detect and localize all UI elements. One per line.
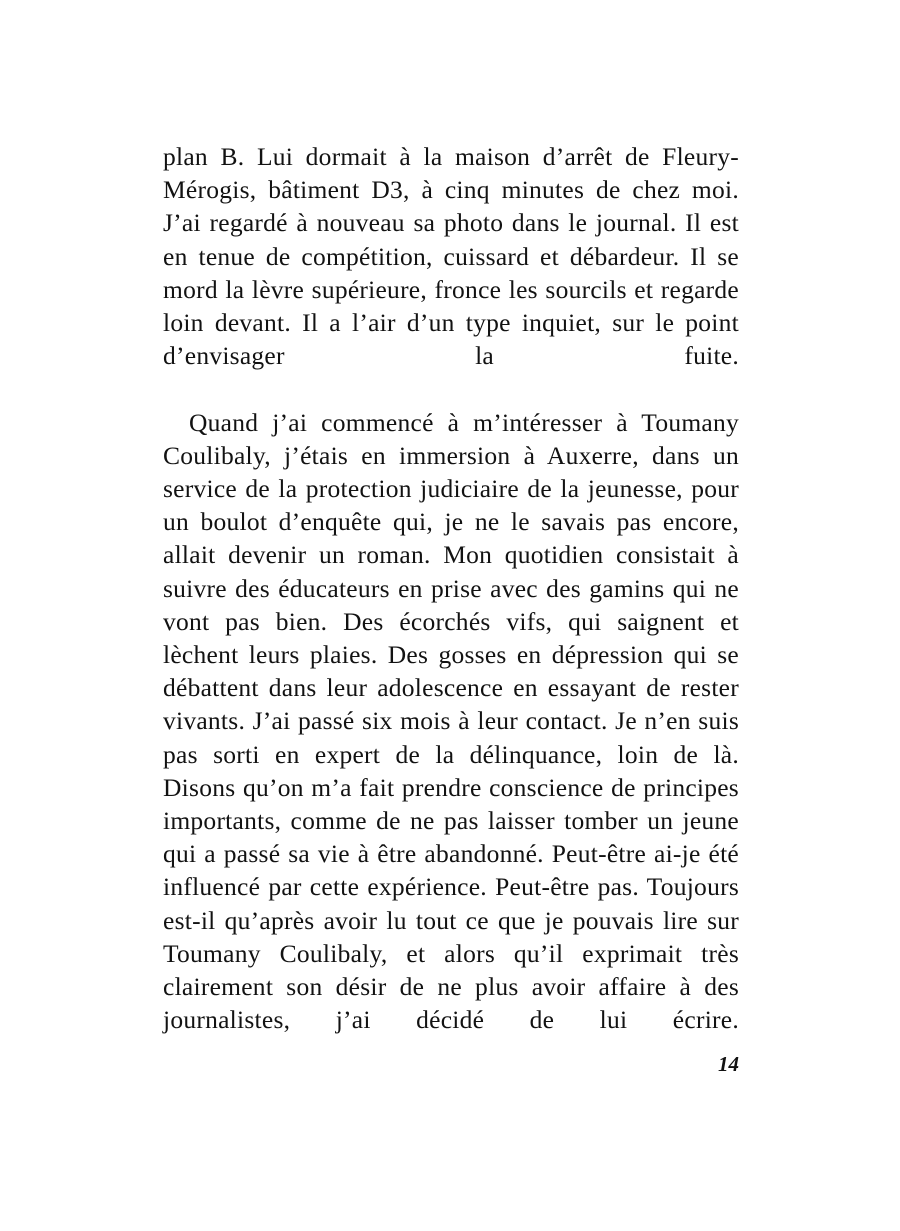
page-number: 14: [718, 1052, 739, 1076]
paragraph-continued: plan B. Lui dormait à la maison d’arrêt de Fleury-Mérogis, bâtiment D3, à cinq minutes de chez moi. J’ai regardé à nouveau sa photo dans le journal. Il est en tenue de compétition, cuissard et débardeur. Il se mord la lèvre supérieure, fronce les sourcils et regarde loin devant. Il a l’air d’un type inquiet, sur le point d’envisager la fuite.: [163, 142, 739, 371]
page-text-block: [163, 140, 739, 1070]
paragraph-second: Quand j’ai commencé à m’intéresser à Toumany Coulibaly, j’étais en immersion à Auxerre, dans un service de la protection judiciaire de la jeunesse, pour un boulot d’enquête qui, je ne le savais pas encore, allait devenir un roman. Mon quotidien consistait à suivre des éducateurs en prise avec des gamins qui ne vont pas bien. Des écorchés vifs, qui saignent et lèchent leurs plaies. Des gosses en dépression qui se débattent dans leur adolescence en essayant de rester vivants. J’ai passé six mois à leur contact. Je n’en suis pas sorti en expert de la délinquance, loin de là. Disons qu’on m’a fait prendre conscience de principes importants, comme de ne pas laisser tomber un jeune qui a passé sa vie à être abandonné. Peut-être ai-je été influencé par cette expérience. Peut-être pas. Toujours est-il qu’après avoir lu tout ce que je pouvais lire sur Toumany Coulibaly, et alors qu’il exprimait très clairement son désir de ne plus avoir affaire à des journalistes, j’ai décidé de lui écrire.: [163, 407, 739, 1035]
